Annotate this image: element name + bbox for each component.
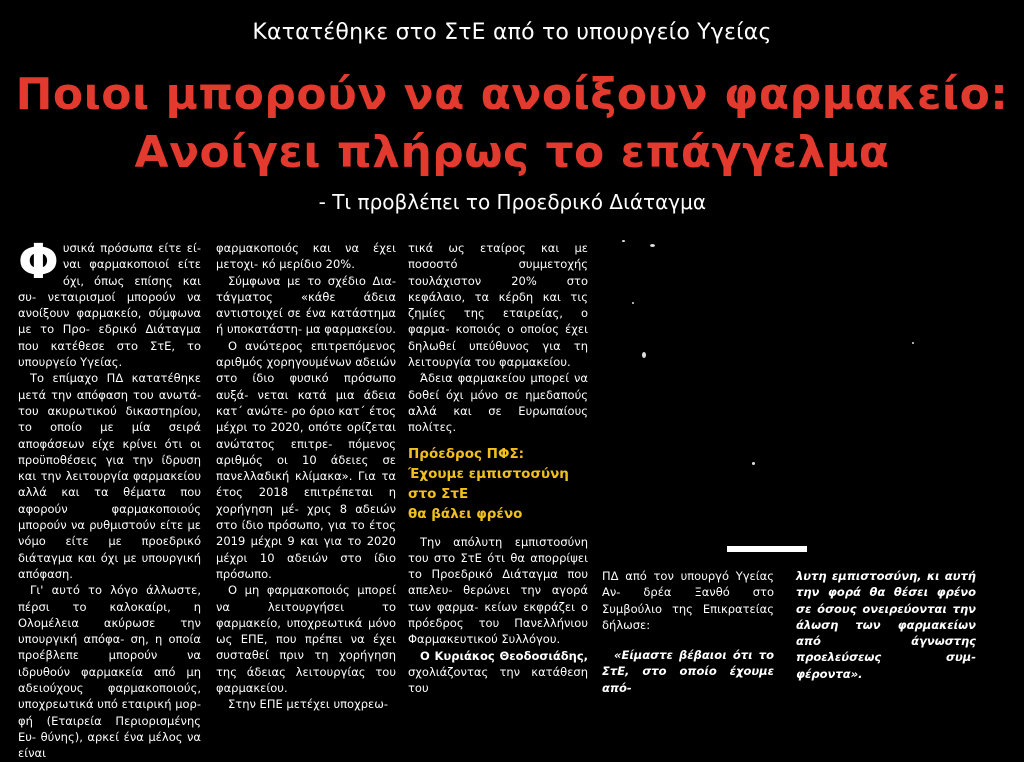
photo-speck	[642, 352, 646, 358]
article-photo	[602, 232, 1012, 557]
paragraph: Στην ΕΠΕ μετέχει υποχρεω-	[228, 697, 389, 712]
kicker-text: Κατατέθηκε στο ΣτΕ από το υπουργείο Υγείας	[252, 20, 772, 45]
article-column-1	[18, 234, 201, 762]
section-heading	[408, 444, 588, 524]
section-heading-line: στο ΣτΕ	[408, 485, 469, 502]
subheadline: - Τι προβλέπει το Προεδρικό Διάταγμα	[318, 190, 706, 214]
headline-line-1: Ποιοι μπορούν να ανοίξουν φαρμακείο:	[15, 69, 1009, 120]
paragraph: Σύμφωνα με το σχέδιο Δια- τάγματος «κάθε άδεια αντιστοιχεί σε ένα κατάστημα ή υποκατάστη- μα φαρμακείου.	[216, 273, 396, 337]
article-column-6	[796, 568, 976, 682]
drop-cap: Φ	[18, 234, 59, 290]
paragraph: ΠΔ από τον υπουργό Υγείας Αν- δρέα Ξανθό στο Συμβούλιο της Επικρατείας δήλωσε:	[602, 569, 774, 632]
person-name: Ο Κυριάκος Θεοδοσιάδης,	[420, 648, 588, 663]
photo-speck	[650, 244, 655, 247]
section-heading-line: θα βάλει φρένο	[408, 505, 523, 522]
paragraph	[18, 234, 201, 370]
paragraph: Ο μη φαρμακοποιός μπορεί να λειτουργήσει το φαρμακείο, υποχρεωτικά μόνο ως ΕΠΕ, που πρέπει να έχει συσταθεί πριν τη χορήγηση της άδειας λειτουργίας του φαρμακείου.	[216, 583, 396, 696]
headline-line-2: Ανοίγει πλήρως το επάγγελμα	[134, 127, 890, 178]
paragraph-text: υσικά πρόσωπα είτε εί- ναι φαρμακοποιοί είτε όχι, όπως επίσης και συ- νεταιρισμοί μπορούν να ανοίξουν φαρμακείο, σύμφωνα με το Προ- εδρικό Διάταγμα που κατέθεσε στο ΣτΕ, το υπουργείο Υγείας.	[18, 241, 201, 370]
paragraph: Άδεια φαρμακείου μπορεί να δοθεί όχι μόνο σε ημεδαπούς αλλά και σε Ευρωπαίους πολίτες.	[408, 371, 588, 435]
quote-paragraph: «Είμαστε βέβαιοι ότι το ΣτΕ, στο οποίο έχουμε από-	[602, 648, 774, 695]
section-heading-line: Έχουμε εμπιστοσύνη	[408, 465, 569, 482]
photo-speck	[622, 240, 625, 242]
section-heading-line: Πρόεδρος ΠΦΣ:	[408, 445, 525, 462]
paragraph-text: σχολιάζοντας την κατάθεση του	[408, 664, 588, 696]
article-column-2	[216, 240, 396, 713]
paragraph: φαρμακοποιός και να έχει μετοχι- κό μερίδιο 20%.	[216, 241, 396, 272]
article-column-3	[408, 240, 588, 697]
article-column-5	[602, 568, 774, 696]
paragraph: τικά ως εταίρος και με ποσοστό συμμετοχής τουλάχιστον 20% στο κεφάλαιο, τα κέρδη και τις ζημίες της εταιρείας, ο φαρμα- κοποιός ο οποίος έχει δηλωθεί υπεύθυνος για τη λειτουργία του φαρμακείου.	[408, 241, 588, 370]
photo-speck	[912, 342, 914, 344]
photo-highlight	[727, 546, 807, 552]
paragraph: Γι' αυτό το λόγο άλλωστε, πέρσι το καλοκαίρι, η Ολομέλεια ακύρωσε την υπουργική απόφα- ση, η οποία προέβλεπε μπορούν να ιδρυθούν φαρμακεία από μη αδειούχους φαρμακοποιούς, υποχρεωτικά υπό εταιρική μορ- φή (Εταιρεία Περιορισμένης Ευ- θύνης), αρκεί ένα μέλος να είναι	[18, 583, 201, 761]
paragraph: Την απόλυτη εμπιστοσύνη του στο ΣτΕ ότι θα απορρίψει το Προεδρικό Διάταγμα που απελευ- θερώνει την αγορά των φαρμα- κείων εκφράζει ο πρόεδρος του Πανελλήνιου Φαρμακευτικού Συλλόγου.	[408, 534, 588, 647]
photo-speck	[752, 462, 755, 465]
paragraph	[408, 648, 588, 697]
paragraph: Το επίμαχο ΠΔ κατατέθηκε μετά την απόφαση του ανωτά- του ακυρωτικού δικαστηρίου, το οποίο με μία σειρά αποφάσεων είχε κρίνει ότι οι προϋποθέσεις για την ίδρυση και την λειτουργία φαρμακείου αλλά και τα θέματα που αφορούν φαρμακοποιούς μπορούν να ρυθμιστούν είτε με νόμο είτε με προεδρικό διάταγμα και όχι με υπουργική απόφαση.	[18, 371, 201, 581]
quote-paragraph: λυτη εμπιστοσύνη, κι αυτή την φορά θα θέσει φρένο σε όσους ονειρεύονται την άλωση των φαρμακείων από άγνωστης προελεύσεως συμ- φέροντα».	[796, 569, 976, 681]
photo-speck	[632, 302, 634, 304]
paragraph: Ο ανώτερος επιτρεπόμενος αριθμός χορηγουμένων αδειών στο ίδιο φυσικό πρόσωπο αυξά- νεται κατά μια άδεια κατ΄ ανώτε- ρο όριο κατ΄ έτος μέχρι το 2020, οπότε ορίζεται ανώτατος επιτρε- πόμενος αριθμός οι 10 άδειες σε πανελλαδική κλίμακα». Για τα έτος 2018 επιτρέπεται η χορήγηση μέ- χρις 8 αδειών στο ίδιο πρόσωπο, για το έτος 2019 μέχρι 9 και για το 2020 μέχρι 10 αδειών στο ίδιο πρόσωπο.	[216, 338, 396, 581]
